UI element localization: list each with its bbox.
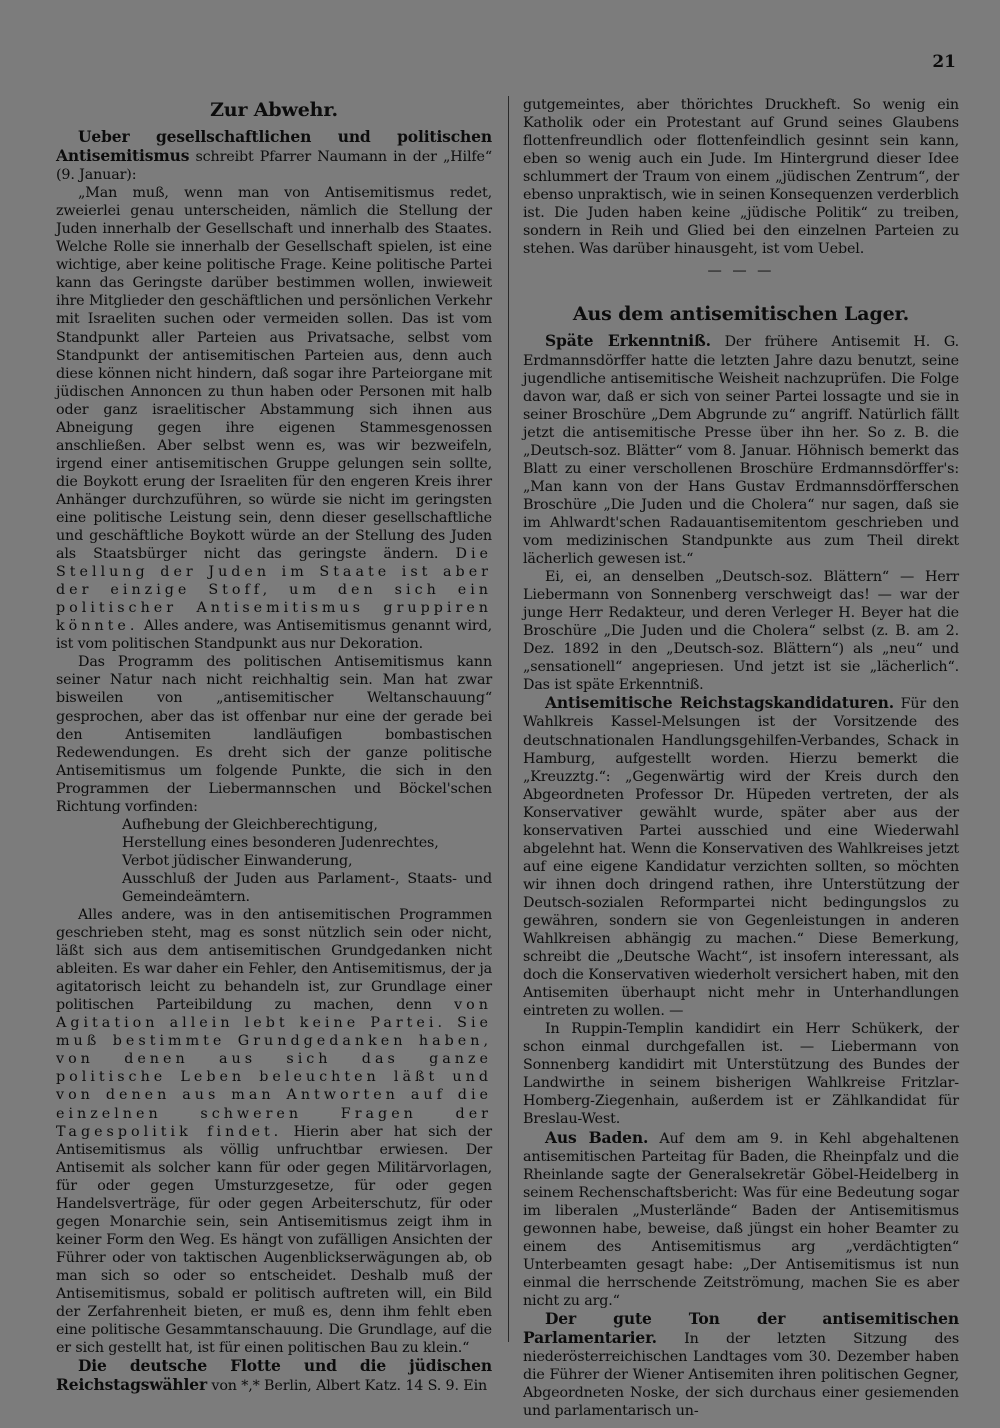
article-paragraph [56,906,492,1357]
article-paragraph [56,184,492,653]
spaced-emphasis: von Agitation allein lebt keine Partei. Sie muß bestimmte Grundgedanken haben, von denen aus sich das ganze politische Leben beleuchten läßt und von denen aus man Antworten auf die einzelnen schweren Fragen der Tagespolitik findet. [56,997,492,1140]
paragraph-text: Alles andere, was Antisemitismus genannt wird, ist vom politischen Standpunkt aus nur Dekoration. [56,618,492,653]
article-paragraph: In Ruppin-Templin kandidirt ein Herr Schükerk, der schon einmal durchgefallen ist. — Liebermann von Sonnenberg kandidirt mit Unterstützung des Bundes der Landwirthe in seinem bisherigen Wahlkreise Fritzlar-Homberg-Ziegenhain, außerdem ist er Zählkandidat für Breslau-West. [523,1021,959,1128]
article-paragraph [523,1310,959,1420]
article-paragraph: gutgemeintes, aber thörichtes Druckheft. So wenig ein Katholik oder ein Protestant auf Grund seines Glaubens flottenfreundlich oder flottenfeindlich gesinnt sein kann, eben so wenig auch ein Jude. Im Hintergrund dieser Idee schlummert der Traum von einem „jüdischen Zentrum“, der ebenso unpraktisch, wie in seinen Konsequenzen verderblich ist. Die Juden haben keine „jüdische Politik“ zu treiben, sondern in Reih und Glied bei den einzelnen Parteien zu stehen. Was darüber hinausgeht, ist vom Uebel. [523,97,959,258]
article-paragraph [523,1129,959,1310]
page-number: 21 [932,52,956,72]
article-paragraph [523,694,959,1020]
list-item: Ausschluß der Juden aus Parlament-, Staats- und Gemeindeämtern. [122,870,492,905]
spaced-emphasis: Die Stellung der Juden im Staate ist aber der einzige Stoff, um den sich ein politischer Antisemitismus gruppiren könnte. [56,546,492,635]
article-paragraph: Ei, ei, an denselben „Deutsch-soz. Blättern“ — Herr Liebermann von Sonnenberg verschweigt das! — war der junge Herr Redakteur, und deren Verleger H. Beyer hat die Broschüre „Die Juden und die Cholera“ selbst (z. B. am 2. Dez. 1892 in den „Deutsch-soz. Blättern“) als „neu“ und „sensationell“ angepriesen. Und jetzt ist sie „lächerlich“. Das ist späte Erkenntniß. [523,569,959,694]
paragraph-text: von *,* Berlin, Albert Katz. 14 S. 9. Ein [211,1378,488,1395]
paragraph-text: Auf dem am 9. in Kehl abgehaltenen antisemitischen Parteitag für Baden, die Rheinpfalz und die Rheinlande sagte der Generalsekretär Göbel-Heidelberg in seinem Rechenschaftsbericht: Was für eine Bedeutung sogar im liberalen „Musterlände“ Baden der Antisemitismus gewonnen habe, beweise, daß jüngst ein hoher Beamter zu einem des Antisemitismus arg „verdächtigten“ Unterbeamten gesagt habe: „Der Antisemitismus ist nun einmal die herrschende Zeitströmung, machen Sie es aber nicht zu arg.“ [523,1130,959,1309]
article-title: Die deutsche Flotte und die jüdischen Reichstagswähler [56,1356,492,1395]
section-heading-lager: Aus dem antisemitischen Lager. [572,303,910,326]
program-points-list [56,816,492,906]
paragraph-text: In der letzten Sitzung des niederösterreichischen Landtages vom 30. Dezember haben die Führer der Wiener Antisemiten ihren politischen Gegner, Abgeordneten Noske, der sich durchaus einer gesiemenden und parlamentarisch un- [523,1331,960,1420]
article-title: Ueber gesellschaftlichen und politischen Antisemitismus [56,127,492,166]
article-title: Aus Baden. [545,1127,649,1147]
article-paragraph [56,128,492,184]
article-title: Antisemitische Reichstagskandidaturen. [545,693,895,713]
left-column [56,96,492,1395]
list-item: Herstellung eines besonderen Judenrechtes, [122,834,439,851]
paragraph-text: Der frühere Antisemit H. G. Erdmannsdörffer hatte die letzten Jahre dazu benutzt, seine jugendliche antisemitische Weisheit nachzuprüfen. Die Folge davon war, daß er sich von seiner Partei lossagte und sie in seiner Broschüre „Dem Abgrunde zu“ angriff. Natürlich fällt jetzt die antisemitische Presse über ihn her. So z. B. die „Deutsch-soz. Blätter“ vom 8. Januar. Höhnisch bemerkt das Blatt zu einer verschollenen Broschüre Erdmannsdörffer's: „Man kann von der Hans Gustav Erdmannsdörfferschen Broschüre „Die Juden und die Cholera“ nur sagen, daß sie im Ahlwardt'schen Radauantisemitentom geschrieben und vom medizinischen Standpunkte aus zum Theil direkt lächerlich gewesen ist.“ [523,334,959,568]
article-paragraph [523,332,959,568]
separator: — — — [707,263,775,280]
paragraph-text: Alles andere, was in den antisemitischen Programmen geschrieben steht, mag es sonst nützlich sein oder nicht, läßt sich aus dem antisemitischen Grundgedanken nicht ableiten. Es war daher ein Fehler, den Antisemitismus, der ja agitatorisch leicht zu behandeln ist, zur Grundlage einer politischen Parteibildung zu machen, denn [56,907,492,1014]
article-paragraph [56,1357,492,1395]
article-intro: schreibt Pfarrer Naumann in der „Hilfe“ (9. Januar): [56,149,492,184]
article-paragraph: Das Programm des politischen Antisemitismus kann seiner Natur nach nicht reichhaltig sein. Man hat zwar bisweilen von „antisemitischer Weltanschauung“ gesprochen, aber das ist offenbar nur eine der gerade bei den Antisemiten landläufigen bombastischen Redewendungen. Es dreht sich der ganze politische Antisemitismus um folgende Punkte, die sich in den Programmen der Liebermannschen und Böckel'schen Richtung vorfinden: [56,654,492,815]
article-title: Der gute Ton der antisemitischen Parlamentarier. [523,1309,959,1348]
section-heading-zur-abwehr: Zur Abwehr. [210,99,338,121]
paragraph-text: Für den Wahlkreis Kassel-Melsungen ist der Vorsitzende des deutschnationalen Handlungsgehilfen-Verbandes, Schack in Hamburg, aufgestellt worden. Hierzu bemerkt die „Kreuzztg.“: „Gegenwärtig wird der Kreis durch den Abgeordneten Professor Dr. Hüpeden vertreten, der als Konservativer gewählt wurde, später aber aus der konservativen Partei ausschied und eine Wiederwahl abgelehnt hat. Wenn die Konservativen des Wahlkreises jetzt auf eine eigene Kandidatur verzichten sollten, so möchten wir ihnen doch dringend rathen, ihre Unterstützung der Deutsch-sozialen Reformpartei nicht bedingungslos zu gewähren, sondern sie von Gegenleistungen in anderen Wahlkreisen abhängig zu machen.“ Diese Bemerkung, schreibt die „Deutsche Wacht“, ist insofern interessant, als doch die Konservativen wiederholt versichert haben, mit den Antisemiten überhaupt nicht mehr in Unterhandlungen eintreten zu wollen. — [523,696,960,1020]
list-item: Aufhebung der Gleichberechtigung, [122,816,378,833]
article-title: Späte Erkenntniß. [545,331,711,351]
right-column [523,96,959,1420]
column-divider [508,96,509,1342]
list-item: Verbot jüdischer Einwanderung, [122,852,353,869]
paragraph-text: Hierin aber hat sich der Antisemitismus als völlig unfruchtbar erwiesen. Der Antisemit als solcher kann für oder gegen Militärvorlagen, für oder gegen Umsturzgesetze, für oder gegen Handelsverträge, für oder gegen Arbeiterschutz, für oder gegen Monarchie sein, sein Antisemitismus zeigt ihm in keiner Form den Weg. Es hängt von zufälligen Ansichten der Führer oder von taktischen Augenblickserwägungen ab, ob man sich so oder so entscheidet. Deshalb muß der Antisemitismus, sobald er politisch auftreten will, ein Bild der Zerfahrenheit bieten, er muß es, denn ihm fehlt eben eine politische Gesammtanschauung. Die Grundlage, auf die er sich gestellt hat, ist für einen politischen Bau zu klein.“ [56,1123,492,1357]
paragraph-text: „Man muß, wenn man von Antisemitismus redet, zweierlei genau unterscheiden, nämlich die Stellung der Juden innerhalb der Gesellschaft und innerhalb des Staates. Welche Rolle sie innerhalb der Gesellschaft spielen, ist eine wichtige, aber keine politische Frage. Keine politische Partei kann das Geringste darüber bestimmen wollen, inwieweit ihre Mitglieder den geschäftlichen und persönlichen Verkehr mit Israeliten suchen oder vermeiden sollen. Das ist vom Standpunkt aller Parteien aus Privatsache, selbst vom Standpunkt der antisemitischen Parteien aus, denn auch diese können nicht hindern, daß sogar ihre Parteiorgane mit jüdischen Annoncen zu thun haben oder Personen mit halb oder ganz israelitischer Abstammung sich ihnen aus Abneigung gegen ihre eigenen Stammesgenossen anschließen. Aber selbst wenn es, was wir bezweifeln, irgend einer antisemitischen Gruppe gelungen sein sollte, die Boykott erung der Israeliten für den engeren Kreis ihrer Anhänger durchzuführen, so würde sie nicht im geringsten eine politische Leistung sein, denn dieser gesellschaftliche und geschäftliche Boykott würde an der Stellung des Juden als Staatsbürger nicht das geringste ändern. [56,185,492,563]
